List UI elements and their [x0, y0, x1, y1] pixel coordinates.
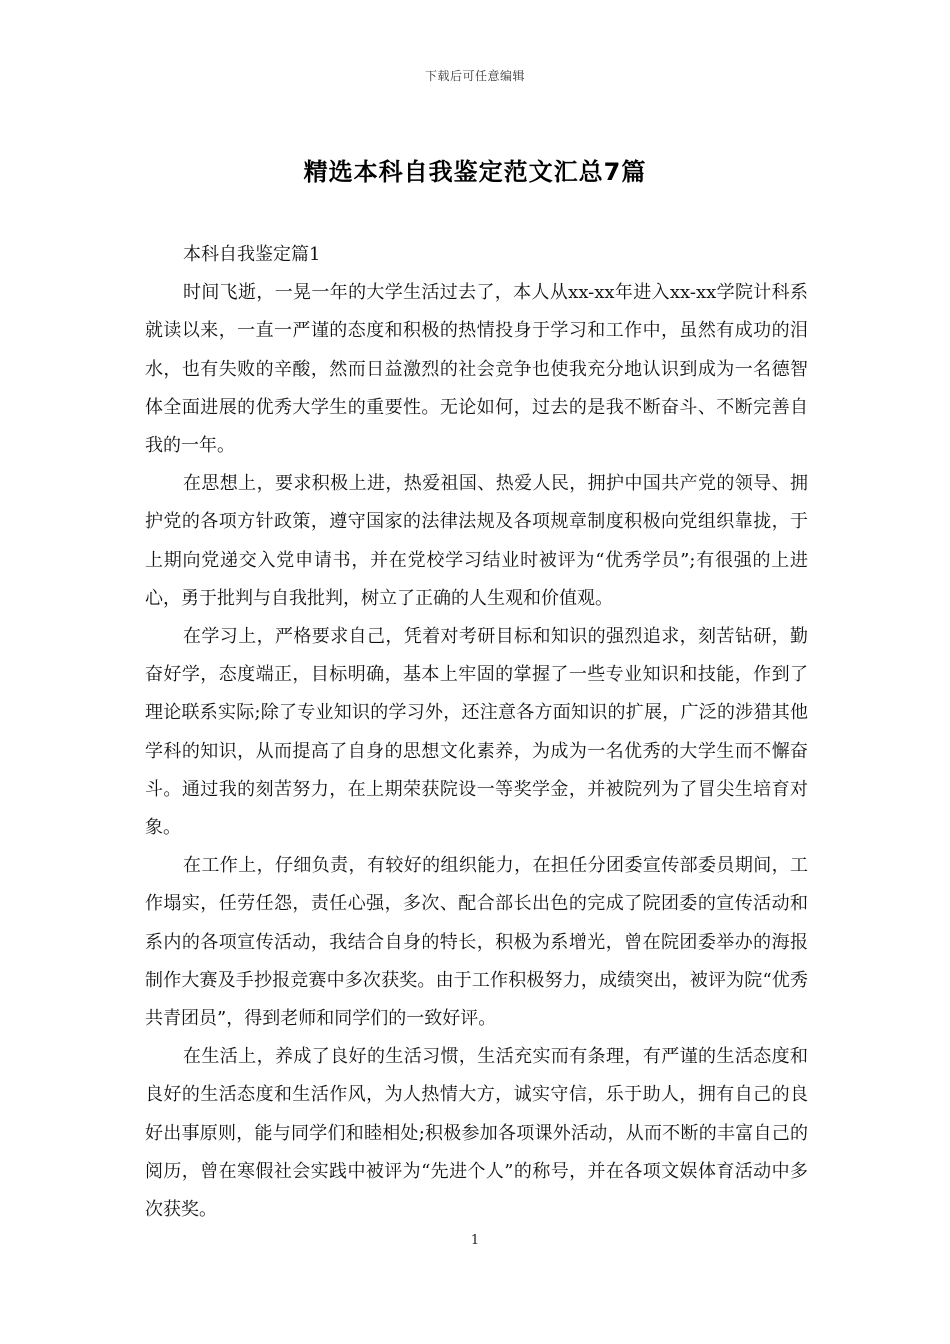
document-body: [145, 236, 808, 1229]
header-note: 下载后可任意编辑: [424, 69, 525, 83]
page-number: 1: [470, 1233, 480, 1248]
section-heading: 本科自我鉴定篇1: [183, 244, 321, 265]
paragraph-life: 在生活上，养成了良好的生活习惯，生活充实而有条理，有严谨的生活态度和良好的生活态度和生活作风，为人热情大方，诚实守信，乐于助人，拥有自己的良好出事原则，能与同学们和睦相处;积极参加各项课外活动，从而不断的丰富自己的阅历，曾在寒假社会实践中被评为“先进个人”的称号，并在各项文娱体育活动中多次获奖。: [145, 1046, 808, 1221]
paragraph-thought: 在思想上，要求积极上进，热爱祖国、热爱人民，拥护中国共产党的领导、拥护党的各项方针政策，遵守国家的法律法规及各项规章制度积极向党组织靠拢，于上期向党递交入党申请书，并在党校学习结业时被评为“优秀学员”;有很强的上进心，勇于批判与自我批判，树立了正确的人生观和价值观。: [145, 473, 808, 609]
paragraph-work: 在工作上，仔细负责，有较好的组织能力，在担任分团委宣传部委员期间，工作塌实，任劳任怨，责任心强，多次、配合部长出色的完成了院团委的宣传活动和系内的各项宣传活动，我结合自身的特长，积极为系增光，曾在院团委举办的海报制作大赛及手抄报竞赛中多次获奖。由于工作积极努力，成绩突出，被评为院“优秀共青团员”，得到老师和同学们的一致好评。: [145, 855, 808, 1030]
document-title: 精选本科自我鉴定范文汇总7篇: [303, 158, 647, 186]
paragraph-intro: 时间飞逝，一晃一年的大学生活过去了，本人从xx-xx年进入xx-xx学院计科系就读以来，一直一严谨的态度和积极的热情投身于学习和工作中，虽然有成功的泪水，也有失败的辛酸，然而日益激烈的社会竞争也使我充分地认识到成为一名德智体全面进展的优秀大学生的重要性。无论如何，过去的是我不断奋斗、不断完善自我的一年。: [145, 282, 808, 457]
paragraph-study: 在学习上，严格要求自己，凭着对考研目标和知识的强烈追求，刻苦钻研，勤奋好学，态度端正，目标明确，基本上牢固的掌握了一些专业知识和技能，作到了理论联系实际;除了专业知识的学习外，还注意各方面知识的扩展，广泛的涉猎其他学科的知识，从而提高了自身的思想文化素养，为成为一名优秀的大学生而不懈奋斗。通过我的刻苦努力，在上期荣获院设一等奖学金，并被院列为了冒尖生培育对象。: [145, 626, 808, 839]
